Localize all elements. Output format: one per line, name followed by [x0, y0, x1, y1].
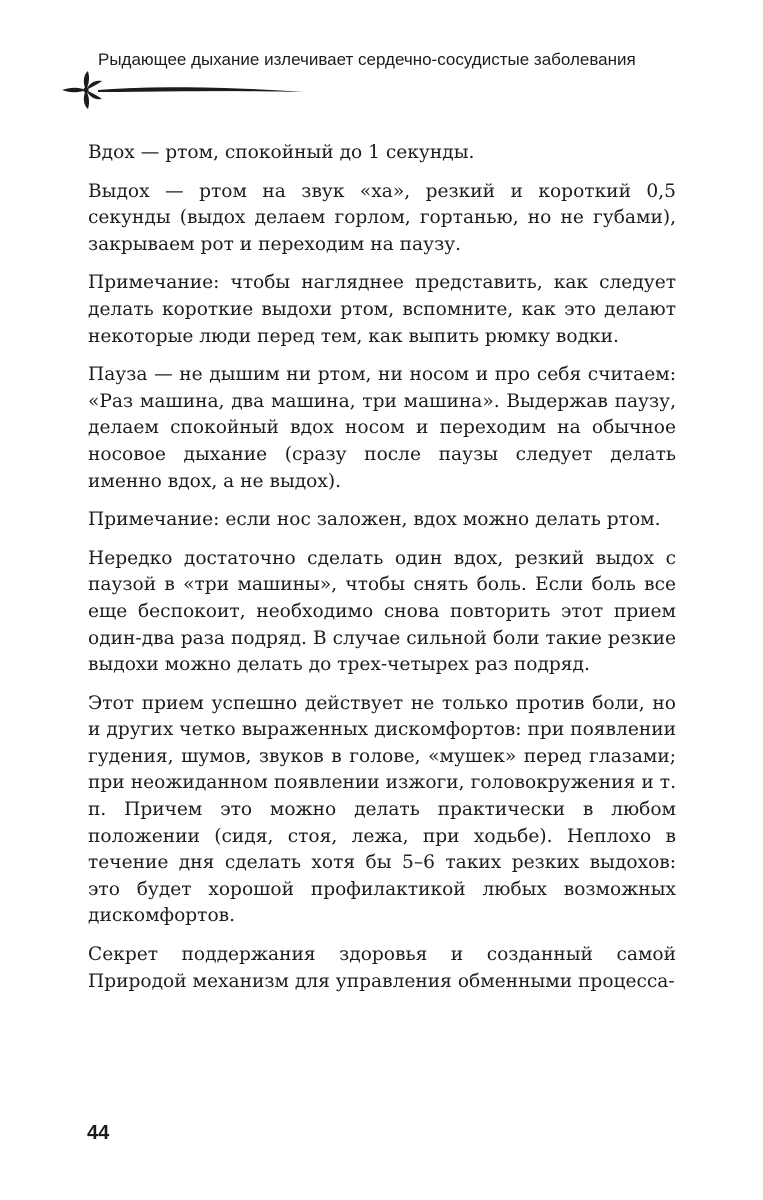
floral-ornament-icon — [58, 70, 308, 110]
page-number: 44 — [87, 1122, 110, 1144]
page-header — [58, 40, 698, 110]
paragraph: Примечание: если нос заложен, вдох можно делать ртом. — [88, 509, 661, 531]
paragraph: Секрет поддержания здоровья и созданный самой Природой механизм для управления обменными процесса- — [88, 944, 676, 992]
paragraph: Вдох — ртом, спокойный до 1 секунды. — [88, 142, 475, 163]
paragraph: Выдох — ртом на звук «ха», резкий и короткий 0,5 секунды (выдох делаем горлом, гортанью, но не губами), закрываем рот и переходим на паузу. — [88, 180, 676, 255]
paragraph: Пауза — не дышим ни ртом, ни носом и про себя считаем: «Раз машина, два машина, три машина». Выдержав паузу, делаем спокойный вдох носом и переходим на обычное носовое дыхание (сразу после паузы следует делать именно вдох, а не выдох). — [88, 364, 676, 492]
paragraph: Этот прием успешно действует не только против боли, но и других четко выраженных дискомфортов: при появлении гудения, шумов, звуков в голове, «мушек» перед глазами; при неожиданном появлении изжоги, головокружения и т. п. Причем это можно делать практически в любом положении (сидя, стоя, лежа, при ходьбе). Неплохо в течение дня сделать хотя бы 5–6 таких резких выдохов: это будет хорошой профилактикой любых возможных дискомфортов. — [88, 692, 676, 927]
body-text — [88, 140, 676, 1007]
paragraph: Примечание: чтобы нагляднее представить, как следует делать короткие выдохи ртом, вспомните, как это делают некоторые люди перед тем, как выпить рюмку водки. — [88, 272, 676, 347]
paragraph: Нередко достаточно сделать один вдох, резкий выдох с паузой в «три машины», чтобы снять боль. Если боль все еще беспокоит, необходимо снова повторить этот прием один-два раза подряд. В случае сильной боли такие резкие выдохи можно делать до трех-четырех раз подряд. — [88, 547, 676, 676]
running-title: Рыдающее дыхание излечивает сердечно-сосудистые заболевания — [98, 50, 636, 69]
